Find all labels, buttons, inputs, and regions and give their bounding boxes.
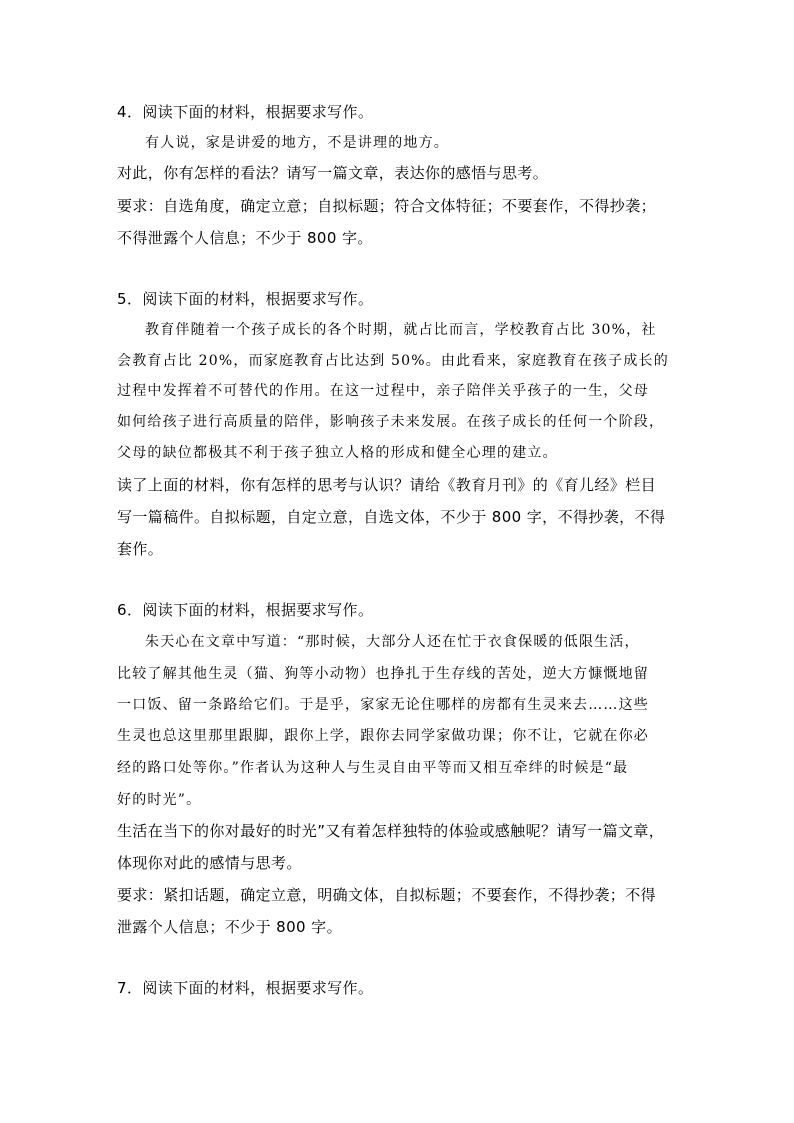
question-5-material-line-2: 会教育占比 20%，而家庭教育占比达到 50%。由此看来，家庭教育在孩子成长的 xyxy=(117,353,669,369)
question-5-material-line-3: 过程中发挥着不可替代的作用。在这一过程中，亲子陪伴关乎孩子的一生，父母 xyxy=(117,383,649,399)
question-6-material-line-6: 好的时光”。 xyxy=(117,792,202,808)
question-4-heading: 4．阅读下面的材料，根据要求写作。 xyxy=(117,103,374,121)
question-5-prompt-line-3: 套作。 xyxy=(117,540,164,558)
question-6-prompt-line-2: 体现你对此的感情与思考。 xyxy=(117,854,302,872)
question-7-heading: 7．阅读下面的材料，根据要求写作。 xyxy=(117,979,374,997)
question-4-prompt-line-2: 要求：自选角度，确定立意；自拟标题；符合文体特征；不要套作，不得抄袭； xyxy=(117,197,657,215)
question-5-material-line-5: 父母的缺位都极其不利于孩子独立人格的形成和健全心理的建立。 xyxy=(117,445,558,461)
question-6-prompt-line-3: 要求：紧扣话题，确定立意，明确文体，自拟标题；不要套作，不得抄袭；不得 xyxy=(117,886,657,904)
question-4-material-line-1: 有人说，家是讲爱的地方，不是讲理的地方。 xyxy=(145,135,449,151)
question-6-material-line-5: 经的路口处等你。”作者认为这种人与生灵自由平等而又相互牵绊的时候是“最 xyxy=(117,760,629,776)
question-5-prompt-line-2: 写一篇稿件。自拟标题，自定立意，自选文体，不少于 800 字，不得抄袭，不得 xyxy=(117,508,666,526)
question-6-material-line-2: 比较了解其他生灵（猫、狗等小动物）也挣扎于生存线的苦处，逆大方慷慨地留 xyxy=(117,666,649,682)
question-5-prompt-line-1: 读了上面的材料，你有怎样的思考与认识？请给《教育月刊》的《育儿经》栏目 xyxy=(117,476,657,494)
question-4-prompt-line-3: 不得泄露个人信息；不少于 800 字。 xyxy=(117,229,373,247)
question-4-prompt-line-1: 对此，你有怎样的看法？请写一篇文章，表达你的感悟与思考。 xyxy=(117,164,549,182)
question-6-material-line-1: 朱天心在文章中写道：“那时候，大部分人还在忙于衣食保暖的低限生活， xyxy=(145,634,640,650)
question-6-material-line-3: 一口饭、留一条路给它们。于是乎，家家无论住哪样的房都有生灵来去……这些 xyxy=(117,697,649,713)
question-6-prompt-line-1: 生活在当下的你对最好的时光”又有着怎样独特的体验或感触呢？请写一篇文章， xyxy=(117,822,665,840)
question-5-heading: 5．阅读下面的材料，根据要求写作。 xyxy=(117,290,374,308)
question-6-prompt-line-4: 泄露个人信息；不少于 800 字。 xyxy=(117,918,342,936)
question-5-material-line-1: 教育伴随着一个孩子成长的各个时期，就占比而言，学校教育占比 30%，社 xyxy=(145,322,657,338)
question-6-heading: 6．阅读下面的材料，根据要求写作。 xyxy=(117,601,374,619)
question-5-material-line-4: 如何给孩子进行高质量的陪伴，影响孩子未来发展。在孩子成长的任何一个阶段， xyxy=(117,414,665,430)
question-6-material-line-4: 生灵也总这里那里跟脚，跟你上学，跟你去同学家做功课；你不让，它就在你必 xyxy=(117,728,649,744)
